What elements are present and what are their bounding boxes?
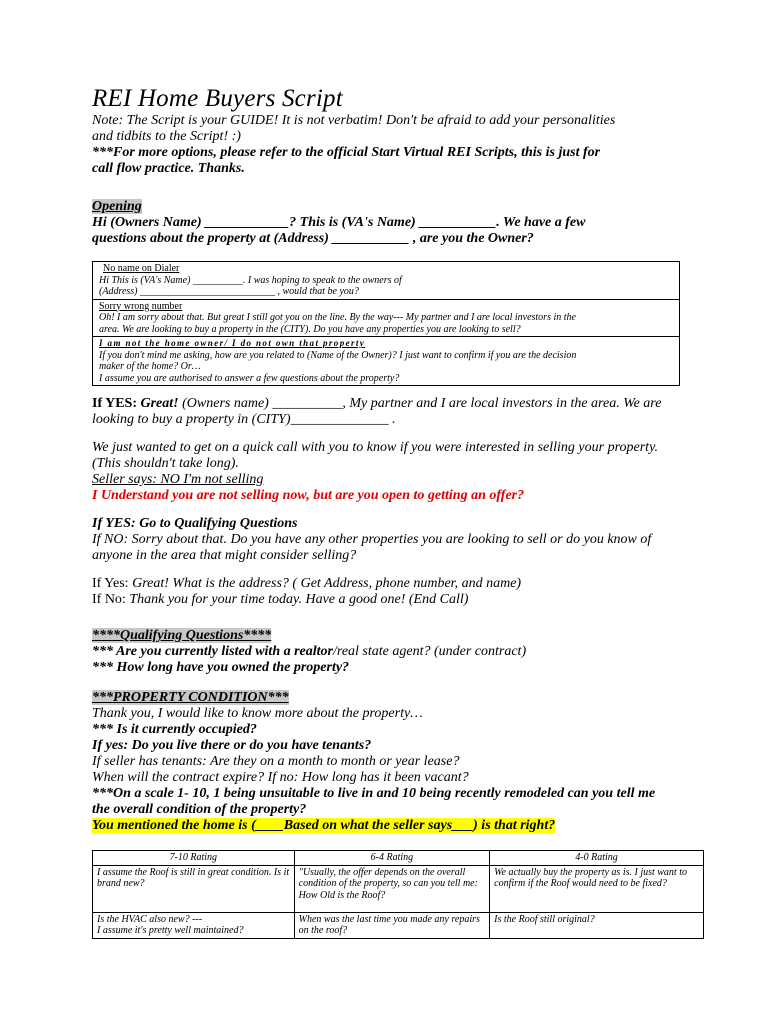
rating-header: 7-10 Rating <box>93 851 295 866</box>
table-cell: "Usually, the offer depends on the overall condition of the property, so can you tell me: How Old is the Roof? <box>294 865 490 912</box>
scenario-box <box>92 261 680 386</box>
if-yes-address: If Yes: Great! What is the address? ( Get Address, phone number, and name) <box>92 576 522 591</box>
if-no-section: If NO: Sorry about that. Do you have any other properties you are looking to sell or do you know of anyone in the area that might consider selling? <box>92 532 652 563</box>
document-page <box>92 84 687 939</box>
seller-says: Seller says: NO I'm not selling <box>92 472 264 487</box>
rating-header: 6-4 Rating <box>294 851 490 866</box>
condition-section: ***PROPERTY CONDITION*** Thank you, I would like to know more about the property… *** Is it currently occupied? If yes: Do you live there or do you have tenants? If seller has tenants: Are they on a month to month or year lease? When will the contract expire? If no: How long has it been vacant? ***On a scale 1- 10, 1 being unsuitable to live in and 10 being recently remodeled can you tell me the overall condition of the property? You mentioned the home is (____Based on what the seller says___) is that right? <box>92 690 656 833</box>
table-cell: Is the HVAC also new? --- I assume it's pretty well maintained? <box>93 912 295 938</box>
if-yes-section: If YES: Great! (Owners name) __________, My partner and I are local investors in the area. We are looking to buy a property in (CITY)______________ . <box>92 396 662 427</box>
quick-call: We just wanted to get on a quick call with you to know if you were interested in selling your property. (This shouldn't take long). Seller says: NO I'm not selling <box>92 440 680 488</box>
opening-section: Opening Hi (Owners Name) ____________? This is (VA's Name) ___________. We have a few questions about the property at (Address) ___________ , are you the Owner? <box>92 199 586 246</box>
note: Note: The Script is your GUIDE! It is not verbatim! Don't be afraid to add your personalities and tidbits to the Script! :) <box>92 113 616 144</box>
qualifying-heading: ****Qualifying Questions**** <box>92 628 272 643</box>
table-row <box>93 865 704 912</box>
mentioned-highlight: You mentioned the home is (____Based on what the seller says___) is that right? <box>92 818 556 833</box>
table-cell: We actually buy the property as is. I just want to confirm if the Roof would need to be fixed? <box>490 865 704 912</box>
options-note: ***For more options, please refer to the official Start Virtual REI Scripts, this is just for call flow practice. Thanks. <box>92 145 601 176</box>
table-row <box>93 912 704 938</box>
qualifying-section: ****Qualifying Questions**** *** Are you currently listed with a realtor/real state agent? (under contract) *** How long have you owned the property? <box>92 628 527 675</box>
understand-offer: I Understand you are not selling now, but are you open to getting an offer? <box>92 488 525 503</box>
opening-heading: Opening <box>92 199 142 214</box>
table-cell: When was the last time you made any repairs on the roof? <box>294 912 490 938</box>
wrong-number-cell: Sorry wrong number Oh! I am sorry about that. But great I still got you on the line. By the way--- My partner and I are local investors in the area. We are looking to buy a property in the (CITY). Do you have any properties you are looking to sell? <box>93 300 679 338</box>
rating-table <box>92 850 704 939</box>
condition-heading: ***PROPERTY CONDITION*** <box>92 690 289 705</box>
if-no-end-call: If No: Thank you for your time today. Have a good one! (End Call) <box>92 592 469 607</box>
no-name-cell: No name on Dialer Hi This is (VA's Name) __________. I was hoping to speak to the owners of (Address) ___________________________ , would that be you? <box>93 262 679 300</box>
table-cell: Is the Roof still original? <box>490 912 704 938</box>
if-yes-qualify: If YES: Go to Qualifying Questions <box>92 516 298 531</box>
page-title: REI Home Buyers Script <box>92 85 343 112</box>
not-owner-cell: I am not the home owner/ I do not own that property If you don't mind me asking, how are you related to (Name of the Owner)? I just want to confirm if you are the decision maker of the home? Or… I assume you are authorised to answer a few questions about the property? <box>99 338 577 384</box>
rating-header: 4-0 Rating <box>490 851 704 866</box>
table-cell: I assume the Roof is still in great condition. Is it brand new? <box>93 865 295 912</box>
